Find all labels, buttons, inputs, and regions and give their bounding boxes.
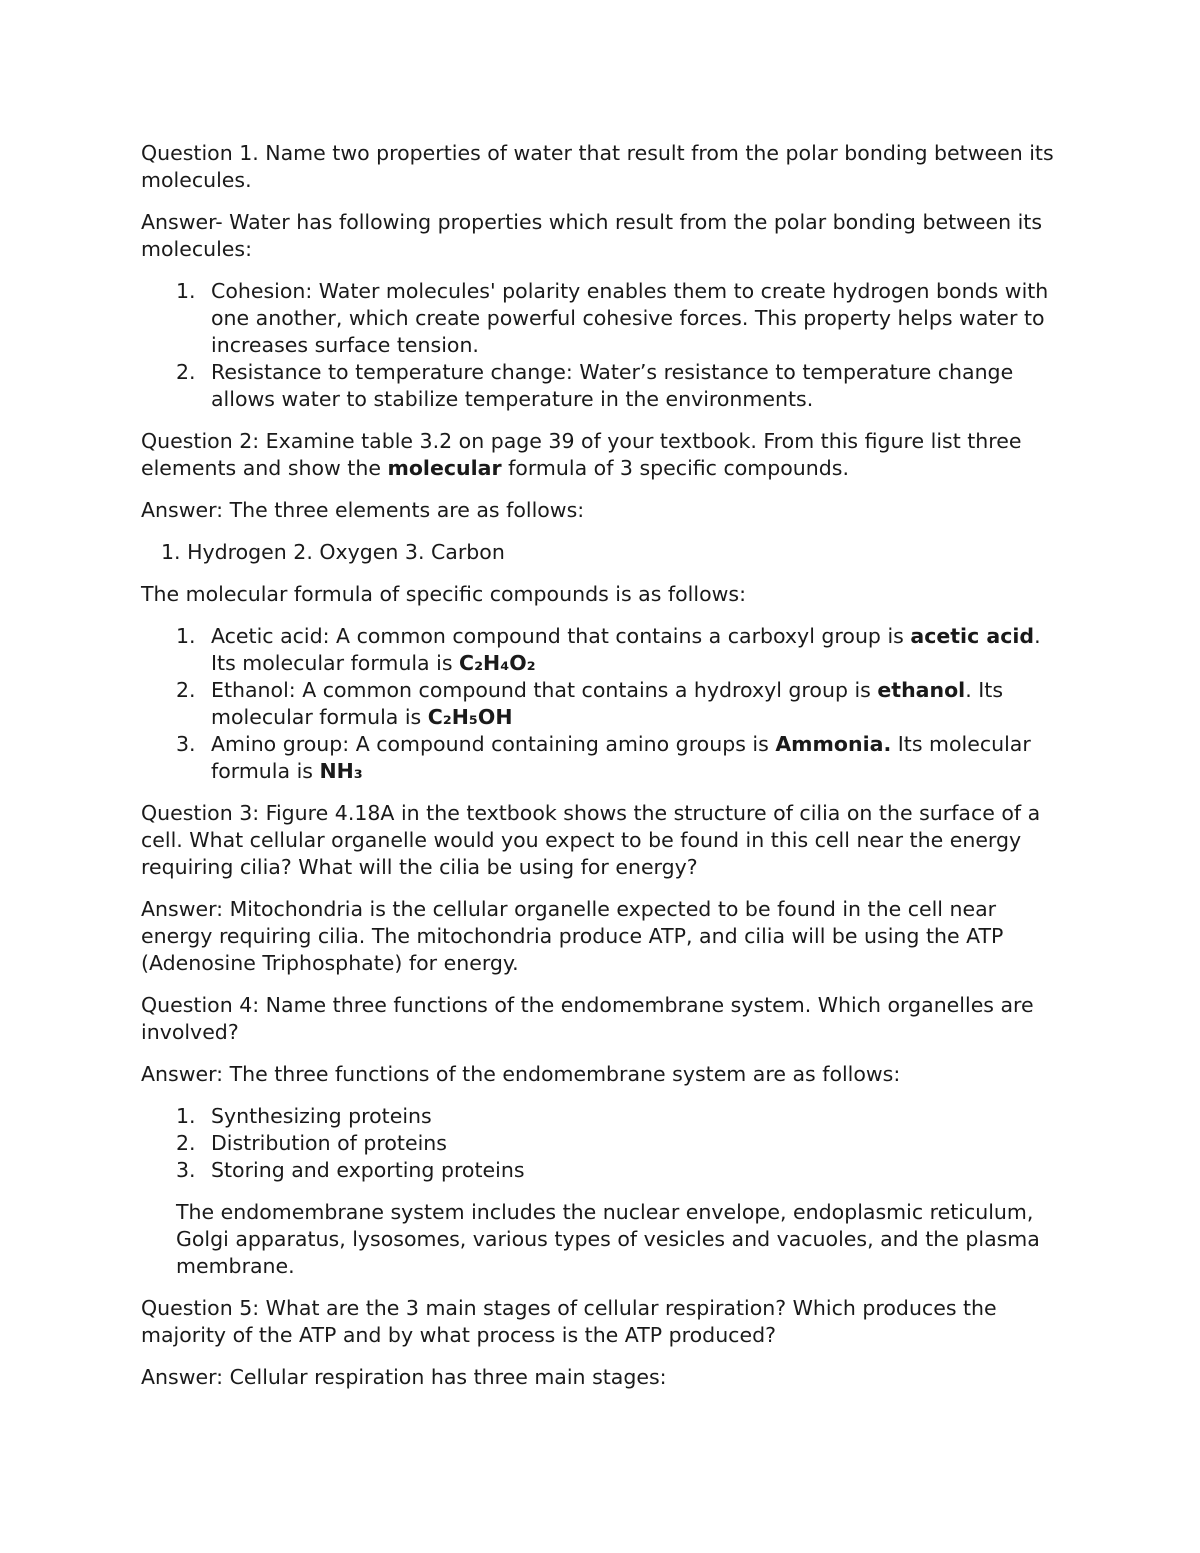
list-number: 1.	[176, 1104, 196, 1128]
list-item	[141, 359, 1061, 413]
question-1: Question 1. Name two properties of water that result from the polar bonding between its molecules.	[141, 141, 1054, 192]
list-number: 1.	[176, 624, 196, 648]
list-item: 1. Acetic acid: A common compound that contains a carboxyl group is acetic acid. Its molecular formula is C₂H₄O₂	[176, 624, 1041, 675]
endomembrane-functions-list	[141, 1103, 1061, 1184]
elements-list	[141, 539, 1061, 566]
answer-2: Answer: The three elements are as follows:	[141, 498, 585, 522]
answer-3: Answer: Mitochondria is the cellular organelle expected to be found in the cell near energy requiring cilia. The mitochondria produce ATP, and cilia will be using the ATP (Adenosine Triphosphate) for energy.	[141, 897, 1004, 975]
list-number: 3.	[176, 1158, 196, 1182]
molecular-formula: C₂H₄O₂	[459, 651, 536, 675]
molecular-formula: NH₃	[319, 759, 363, 783]
compound-name: ethanol	[877, 678, 966, 702]
list-item	[141, 1103, 1061, 1130]
list-text: Synthesizing proteins	[211, 1104, 432, 1128]
list-text: Resistance to temperature change: Water’s resistance to temperature change allows water to stabilize temperature in the environments.	[211, 360, 1014, 411]
list-number: 1.	[161, 540, 181, 564]
question-2: Question 2: Examine table 3.2 on page 39 of your textbook. From this figure list three elements and show the molecular formula of 3 specific compounds.	[141, 429, 1022, 480]
bold-term: molecular	[387, 456, 502, 480]
list-number: 2.	[176, 678, 196, 702]
list-item	[141, 539, 1061, 566]
document-page	[141, 140, 1061, 1406]
molecular-formula: C₂H₅OH	[427, 705, 513, 729]
question-4: Question 4: Name three functions of the endomembrane system. Which organelles are involved?	[141, 993, 1034, 1044]
list-number: 3.	[176, 732, 196, 756]
answer-5: Answer: Cellular respiration has three main stages:	[141, 1365, 667, 1389]
compounds-list	[141, 623, 1061, 785]
list-item	[141, 1157, 1061, 1184]
question-3: Question 3: Figure 4.18A in the textbook shows the structure of cilia on the surface of a cell. What cellular organelle would you expect to be found in this cell near the energy requiring cilia? What will the cilia be using for energy?	[141, 801, 1041, 879]
water-properties-list	[141, 278, 1061, 413]
list-text: Distribution of proteins	[211, 1131, 447, 1155]
list-item	[141, 278, 1061, 359]
list-text: Cohesion: Water molecules' polarity enables them to create hydrogen bonds with one another, which create powerful cohesive forces. This property helps water to increases surface tension.	[211, 279, 1049, 357]
answer-4: Answer: The three functions of the endomembrane system are as follows:	[141, 1062, 901, 1086]
formula-intro: The molecular formula of specific compounds is as follows:	[141, 582, 746, 606]
list-item: 3. Amino group: A compound containing amino groups is Ammonia. Its molecular formula is NH₃	[176, 732, 1031, 783]
compound-name: acetic acid	[910, 624, 1035, 648]
list-number: 1.	[176, 279, 196, 303]
elements-text: Hydrogen 2. Oxygen 3. Carbon	[187, 540, 505, 564]
list-item	[141, 1130, 1061, 1157]
answer-1: Answer- Water has following properties which result from the polar bonding between its molecules:	[141, 210, 1043, 261]
list-item: 2. Ethanol: A common compound that contains a hydroxyl group is ethanol. Its molecular formula is C₂H₅OH	[176, 678, 1004, 729]
list-number: 2.	[176, 1131, 196, 1155]
list-text: Storing and exporting proteins	[211, 1158, 525, 1182]
question-5: Question 5: What are the 3 main stages of cellular respiration? Which produces the majority of the ATP and by what process is the ATP produced?	[141, 1296, 997, 1347]
list-number: 2.	[176, 360, 196, 384]
compound-name: Ammonia.	[775, 732, 892, 756]
organelles-paragraph: The endomembrane system includes the nuclear envelope, endoplasmic reticulum, Golgi apparatus, lysosomes, various types of vesicles and vacuoles, and the plasma membrane.	[176, 1200, 1040, 1278]
